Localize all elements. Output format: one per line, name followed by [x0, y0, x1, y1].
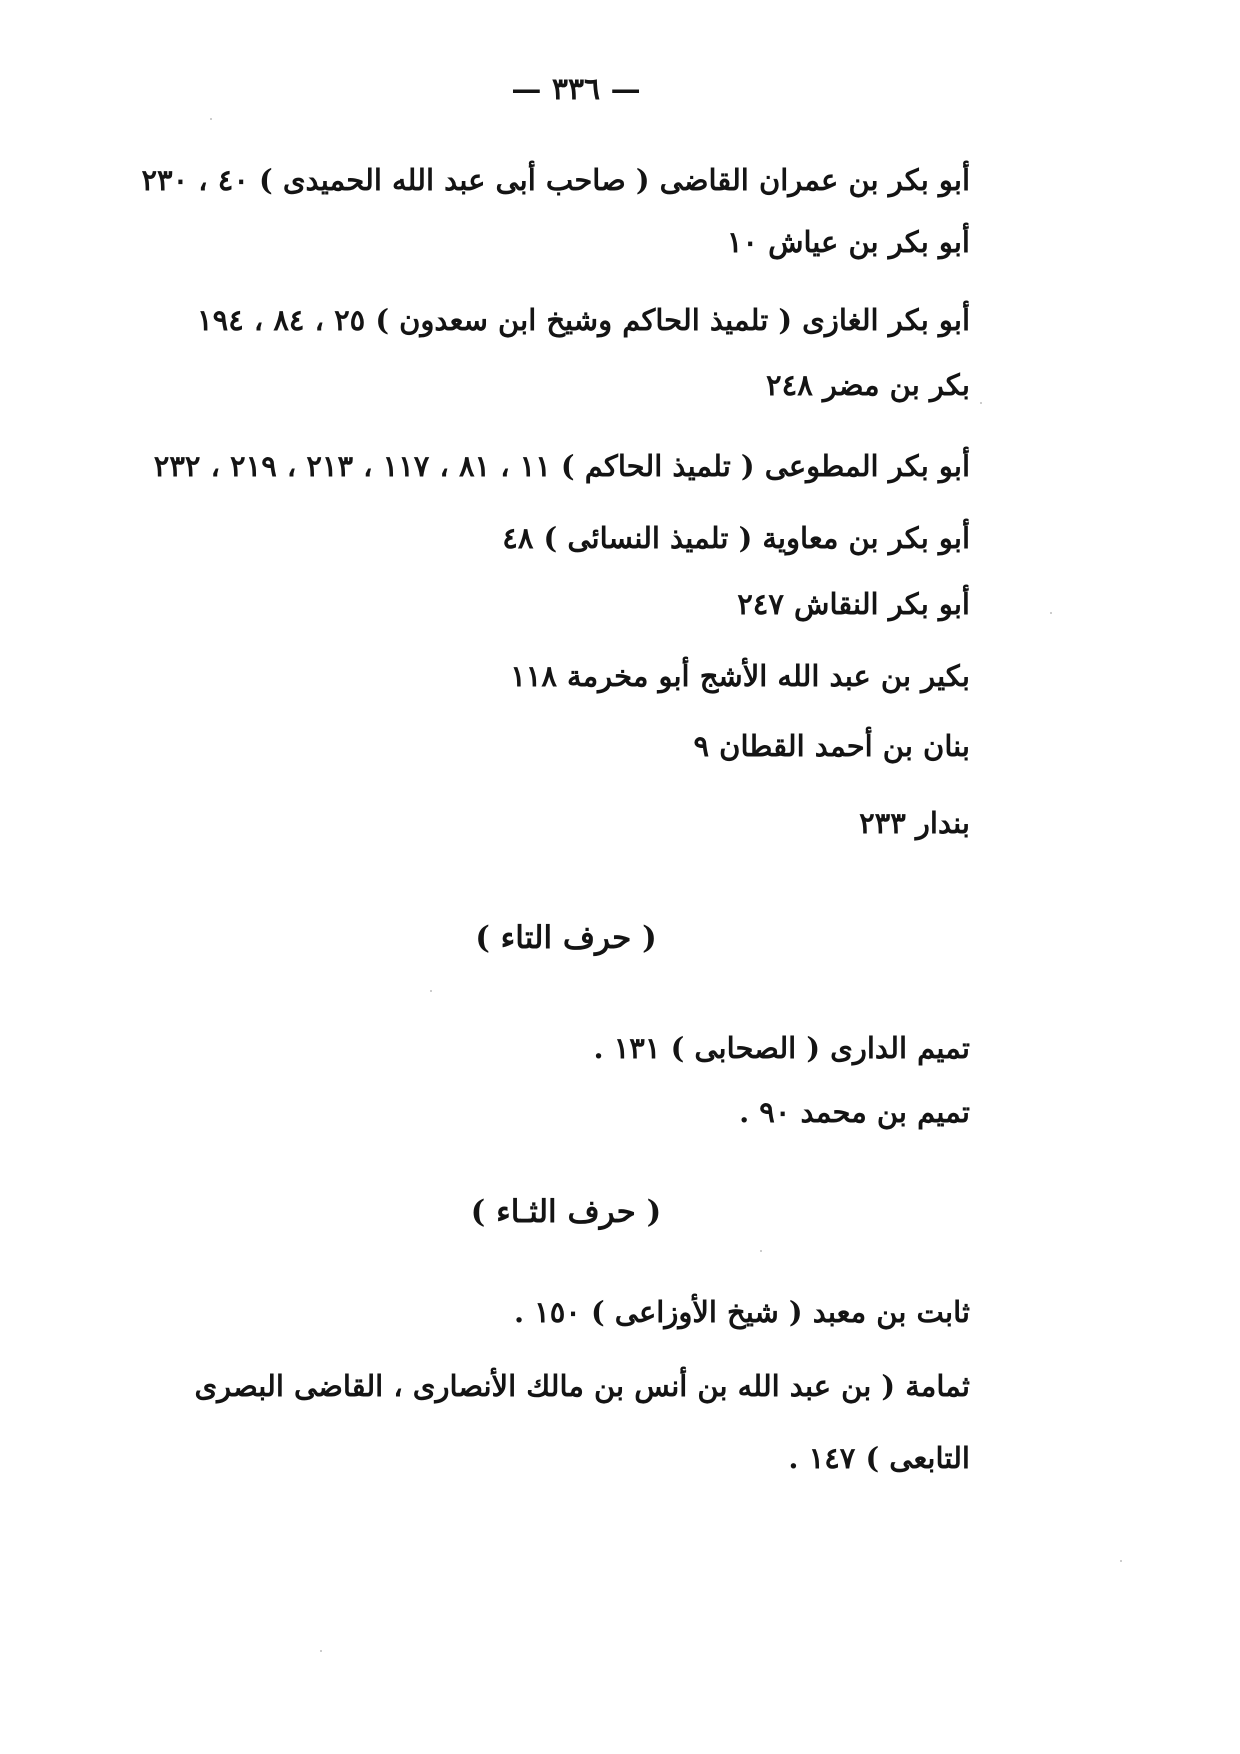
index-entry: بنان بن أحمد القطان ٩ [693, 729, 970, 763]
index-entry: أبو بكر بن معاوية ( تلميذ النسائى ) ٤٨ [502, 521, 970, 555]
index-entry: بندار ٢٣٣ [859, 806, 970, 840]
scan-speck [760, 1250, 762, 1252]
scan-speck [320, 1650, 322, 1652]
index-entry: تميم الدارى ( الصحابى ) ١٣١ . [593, 1031, 970, 1065]
index-entry: ثابت بن معبد ( شيخ الأوزاعى ) ١٥٠ . [513, 1295, 970, 1329]
scan-speck [1120, 1560, 1122, 1562]
index-entry: أبو بكر المطوعى ( تلميذ الحاكم ) ١١ ، ٨١ ، ١١٧ ، ٢١٣ ، ٢١٩ ، ٢٣٢ [153, 449, 970, 483]
index-entry: التابعى ) ١٤٧ . [788, 1441, 970, 1475]
index-entry: بكير بن عبد الله الأشج أبو مخرمة ١١٨ [510, 659, 970, 693]
scan-speck [430, 990, 432, 992]
page-number: — ٣٣٦ — [511, 72, 641, 107]
scan-speck [980, 402, 982, 404]
index-entry: أبو بكر الغازى ( تلميذ الحاكم وشيخ ابن سعدون ) ٢٥ ، ٨٤ ، ١٩٤ [197, 303, 970, 337]
index-entry: أبو بكر بن عمران القاضى ( صاحب أبى عبد الله الحميدى ) ٤٠ ، ٢٣٠ [141, 163, 970, 197]
scan-speck [1050, 612, 1052, 614]
index-entry: تميم بن محمد ٩٠ . [739, 1095, 970, 1129]
section-heading-ta: ( حرف التاء ) [475, 920, 657, 956]
scan-speck [210, 118, 212, 120]
index-entry: بكر بن مضر ٢٤٨ [766, 368, 970, 402]
index-entry: ثمامة ( بن عبد الله بن أنس بن مالك الأنصارى ، القاضى البصرى [194, 1369, 970, 1403]
index-entry: أبو بكر بن عياش ١٠ [726, 225, 970, 259]
section-heading-tha: ( حرف الثـاء ) [470, 1194, 662, 1230]
index-entry: أبو بكر النقاش ٢٤٧ [737, 587, 970, 621]
